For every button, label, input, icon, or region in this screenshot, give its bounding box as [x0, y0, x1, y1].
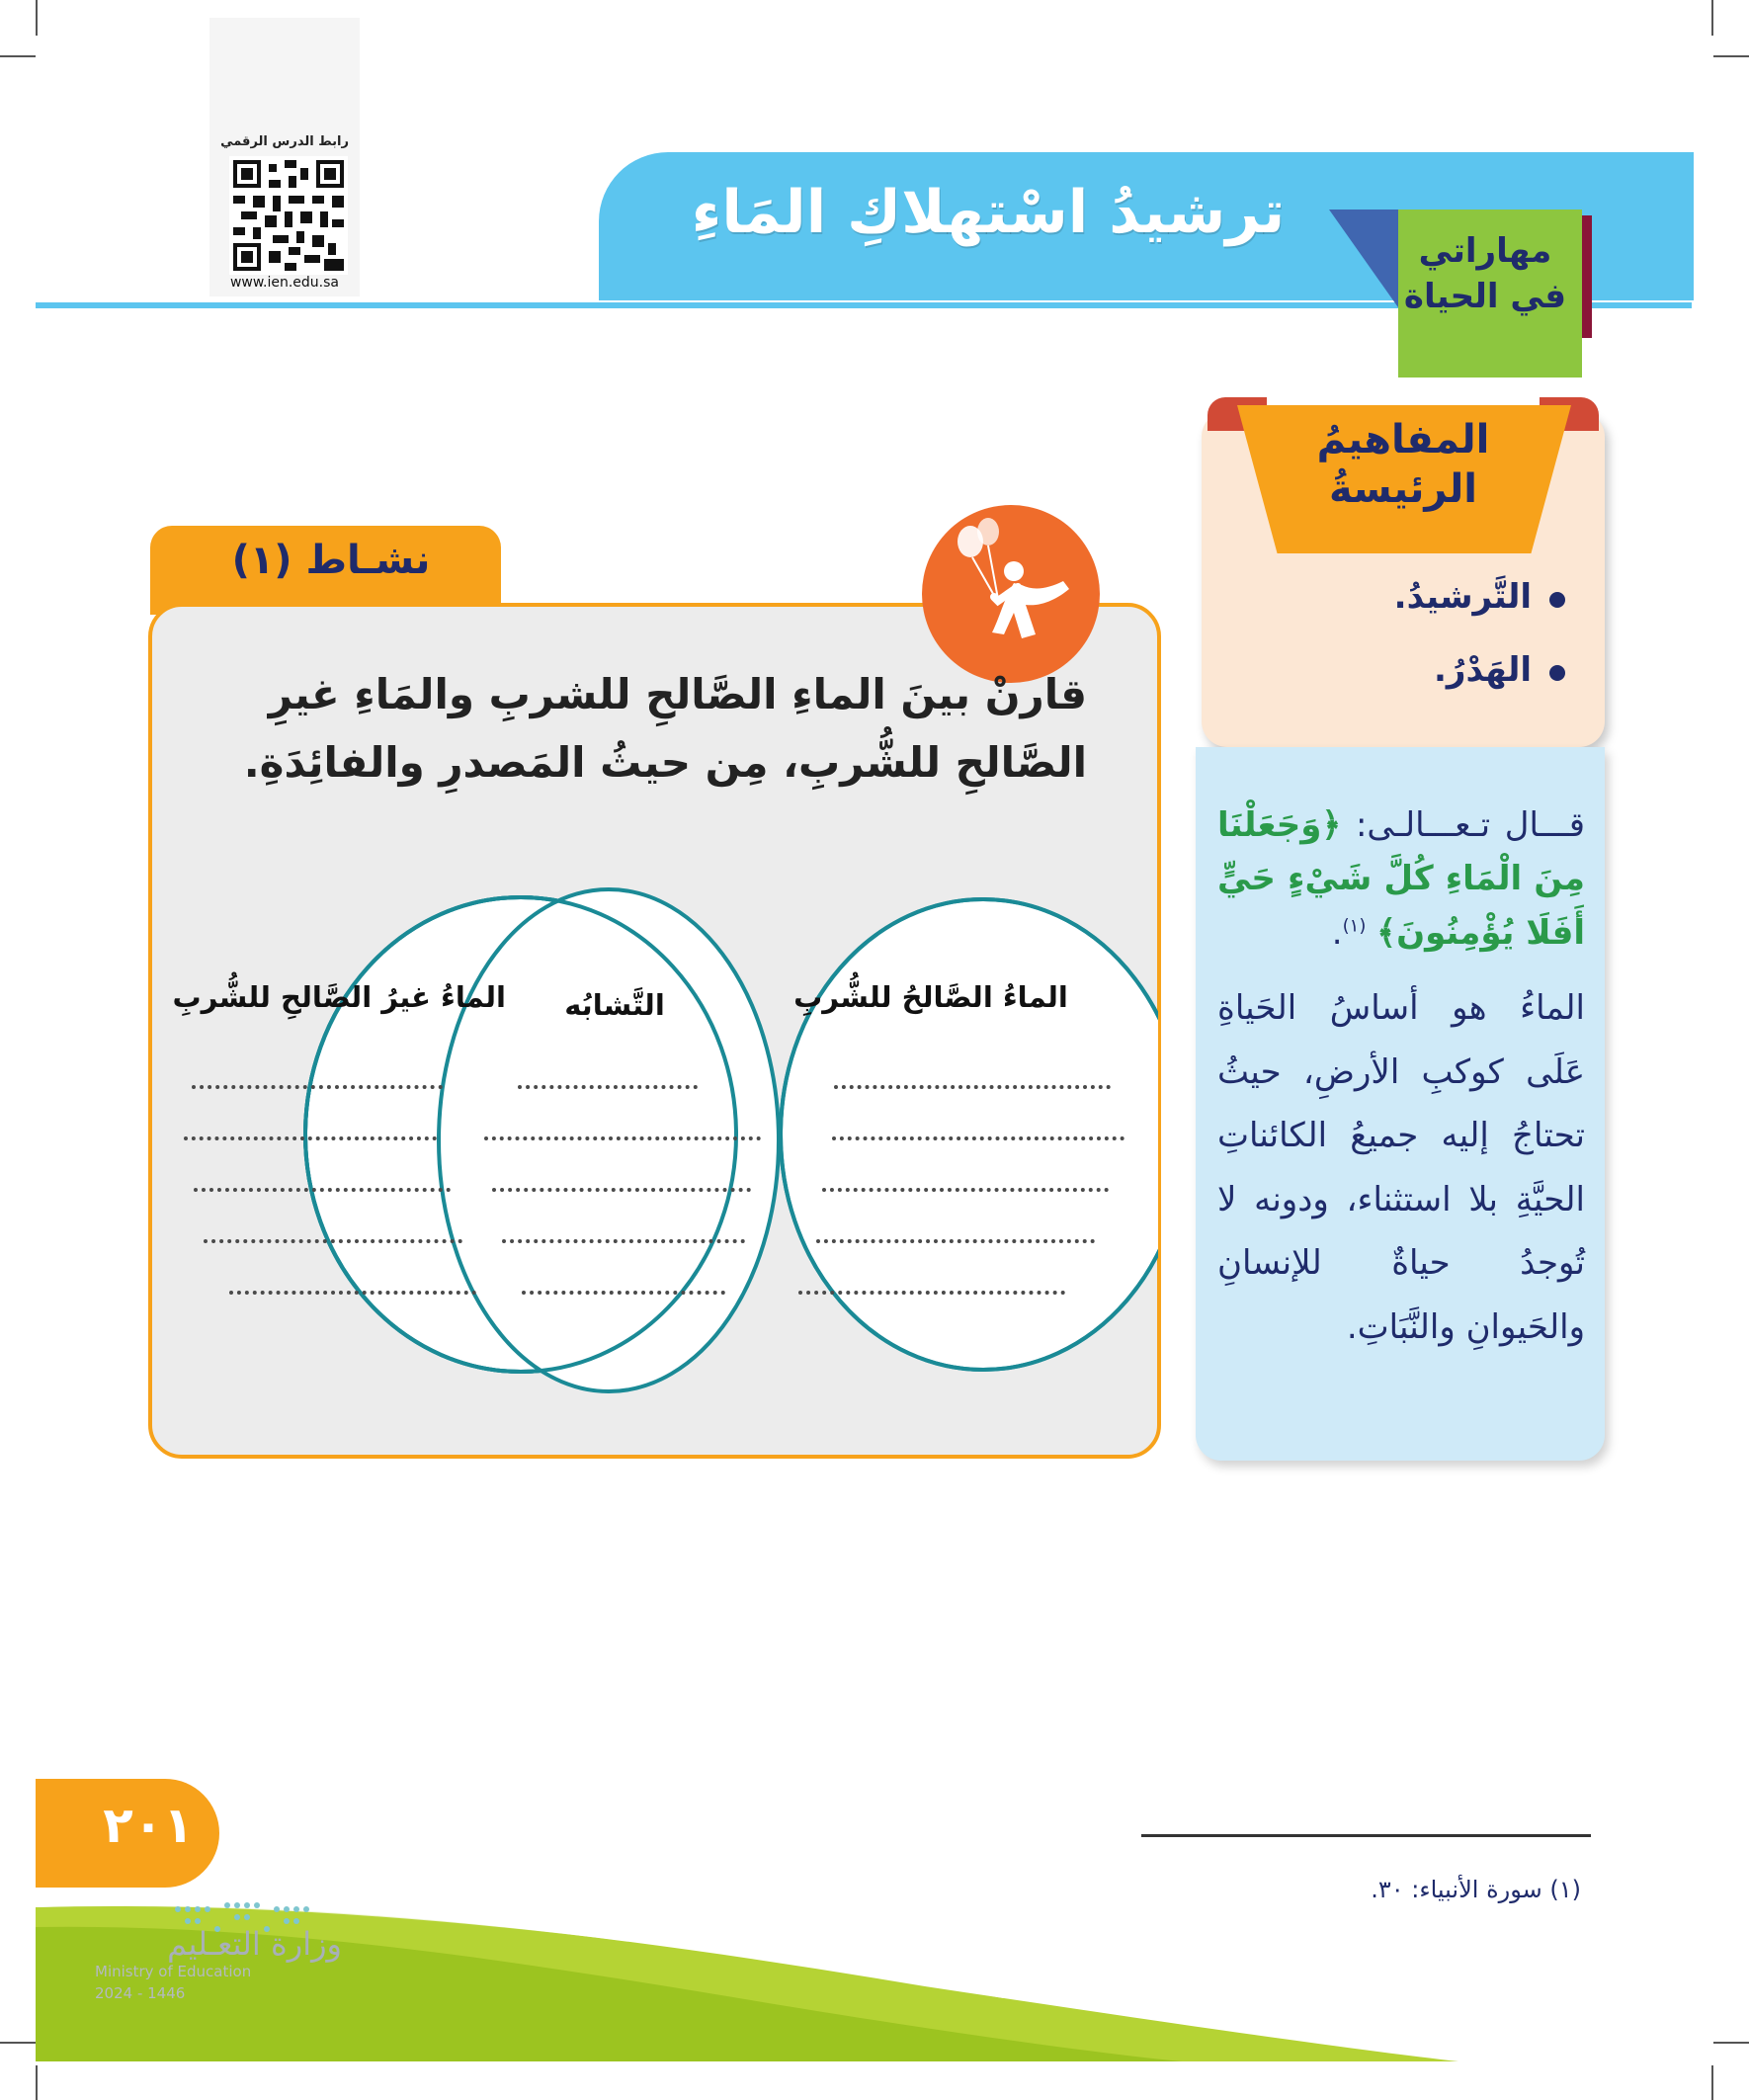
answer-line[interactable]: [194, 1188, 451, 1192]
answer-line[interactable]: [229, 1291, 476, 1295]
water-paragraph: الماءُ هو أساسُ الحَياةِ عَلَى كوكبِ الأرضِ، حيثُ تحتاجُ إليه جميعُ الكائناتِ الحيَّةِ بلا استثناء، ودونه لا تُوجدُ حياةٌ للإنسانِ والحَيوانِ والنَّبَاتِ.: [1217, 988, 1585, 1347]
crop-mark: [36, 0, 38, 36]
ministry-name-ar: وزارة التعـليم: [167, 1925, 342, 1963]
footnote-ref: (١): [1342, 915, 1367, 937]
crop-mark: [1713, 55, 1749, 57]
footnote-rule: [1141, 1834, 1591, 1837]
answer-line[interactable]: [834, 1085, 1111, 1089]
answer-line[interactable]: [204, 1239, 462, 1243]
concept-item: الهَدْرُ.: [1434, 650, 1532, 690]
page-title: ترشيدُ اسْتهلاكِ المَاءِ: [691, 178, 1286, 247]
crop-mark: [0, 55, 36, 57]
crop-mark: [1711, 0, 1713, 36]
badge-line-2: في الحياة: [1403, 276, 1567, 316]
answer-line[interactable]: [502, 1239, 745, 1243]
bullet-icon: [1549, 592, 1565, 608]
badge-line-1: مهاراتي: [1418, 231, 1552, 271]
answer-line[interactable]: [184, 1136, 437, 1140]
bullet-icon: [1549, 665, 1565, 681]
answer-line[interactable]: [492, 1188, 751, 1192]
crop-mark: [1713, 2042, 1749, 2044]
verse-block: قـــال تـعـــالـى: ﴿وَجَعَلْنَا مِنَ الْمَاءِ كُلَّ شَيْءٍ حَيٍّ أَفَلَا يُؤْمِنُونَ﴾ $^{(١)}$.: [1217, 805, 1585, 953]
ministry-year: 2024 - 1446: [95, 1984, 186, 2002]
verse-intro: قـــال تـعـــالـى:: [1355, 805, 1585, 845]
page-number: ٢٠١: [103, 1797, 194, 1854]
venn-label-undrinkable: الماءُ غيرُ الصَّالحِ للشُّربِ: [172, 980, 506, 1014]
child-balloon-icon: [919, 502, 1103, 686]
answer-line[interactable]: [816, 1239, 1095, 1243]
venn-label-similarity: التَّشابُه: [564, 988, 665, 1022]
crop-mark: [0, 2042, 36, 2044]
answer-line[interactable]: [484, 1136, 761, 1140]
activity-question: قارنْ بينَ الماءِ الصَّالحِ للشربِ والمَاءِ غيرِ الصَّالحِ للشُّربِ، مِن حيثُ المَصدرِ والفائِدَةِ.: [243, 670, 1087, 788]
badge-edge: [1582, 215, 1592, 338]
qr-code-icon[interactable]: [229, 156, 348, 275]
answer-line[interactable]: [832, 1136, 1124, 1140]
footnote: (١) سورة الأنبياء: ٣٠.: [1371, 1876, 1581, 1903]
answer-line[interactable]: [522, 1291, 725, 1295]
concept-item: التَّرشيدُ.: [1393, 577, 1532, 617]
venn-label-drinkable: الماءُ الصَّالحُ للشُّربِ: [793, 980, 1068, 1014]
crop-mark: [1711, 2065, 1713, 2100]
answer-line[interactable]: [518, 1085, 698, 1089]
life-skills-label: [1398, 229, 1572, 320]
quran-verse: ﴿وَجَعَلْنَا مِنَ الْمَاءِ كُلَّ شَيْءٍ حَيٍّ أَفَلَا يُؤْمِنُونَ﴾: [1217, 805, 1585, 953]
venn-circle-middle: [439, 889, 779, 1391]
answer-line[interactable]: [822, 1188, 1109, 1192]
key-concepts-title: [1285, 415, 1522, 514]
activity-title: نشـاط (١): [231, 538, 431, 583]
qr-caption: رابط الدرس الرقمي: [220, 134, 349, 149]
concepts-title-line-2: الرئيسةُ: [1329, 466, 1477, 512]
crop-mark: [36, 2065, 38, 2100]
answer-line[interactable]: [798, 1291, 1065, 1295]
concepts-title-line-1: المفاهيمُ: [1316, 417, 1490, 462]
ministry-name-en: Ministry of Education: [95, 1963, 252, 1980]
qr-url[interactable]: www.ien.edu.sa: [229, 275, 340, 291]
answer-line[interactable]: [192, 1085, 443, 1089]
